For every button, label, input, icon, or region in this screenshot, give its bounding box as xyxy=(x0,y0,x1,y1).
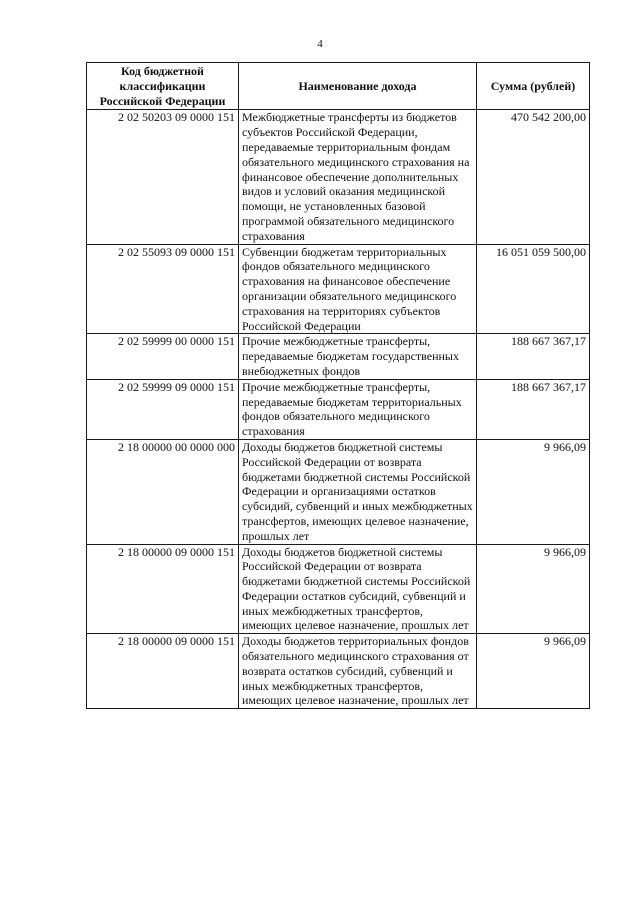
sum-cell: 9 966,09 xyxy=(477,544,590,634)
code-cell: 2 02 59999 09 0000 151 xyxy=(87,379,239,439)
sum-cell: 16 051 059 500,00 xyxy=(477,244,590,334)
sum-cell: 9 966,09 xyxy=(477,439,590,544)
sum-cell: 9 966,09 xyxy=(477,634,590,709)
code-cell: 2 18 00000 09 0000 151 xyxy=(87,634,239,709)
code-cell: 2 18 00000 00 0000 000 xyxy=(87,439,239,544)
code-cell: 2 02 59999 00 0000 151 xyxy=(87,334,239,379)
name-cell: Прочие межбюджетные трансферты, передаваемые бюджетам территориальных фондов обязательного медицинского страхования xyxy=(239,379,477,439)
header-code: Код бюджетной классификации Российской Федерации xyxy=(87,63,239,110)
table-row xyxy=(87,244,590,334)
code-cell: 2 18 00000 09 0000 151 xyxy=(87,544,239,634)
revenue-table xyxy=(86,62,590,709)
name-cell: Доходы бюджетов бюджетной системы Российской Федерации от возврата бюджетами бюджетной системы Российской Федерации и организациями остатков субсидий, субвенций и иных межбюджетных трансфертов, имеющих целевое назначение, прошлых лет xyxy=(239,439,477,544)
name-cell: Доходы бюджетов территориальных фондов обязательного медицинского страхования от возврата остатков субсидий, субвенций и иных межбюджетных трансфертов, имеющих целевое назначение, прошлых лет xyxy=(239,634,477,709)
table-row xyxy=(87,439,590,544)
code-cell: 2 02 50203 09 0000 151 xyxy=(87,110,239,244)
code-cell: 2 02 55093 09 0000 151 xyxy=(87,244,239,334)
sum-cell: 188 667 367,17 xyxy=(477,334,590,379)
sum-cell: 470 542 200,00 xyxy=(477,110,590,244)
table-row xyxy=(87,334,590,379)
table-body xyxy=(87,110,590,709)
name-cell: Субвенции бюджетам территориальных фондов обязательного медицинского страхования на финансовое обеспечение организации обязательного медицинского страхования на территориях субъектов Российской Федерации xyxy=(239,244,477,334)
table-row xyxy=(87,110,590,244)
header-sum: Сумма (рублей) xyxy=(477,63,590,110)
header-row xyxy=(87,63,590,110)
page-number: 4 xyxy=(317,38,323,50)
name-cell: Межбюджетные трансферты из бюджетов субъектов Российской Федерации, передаваемые территориальным фондам обязательного медицинского страхования на финансовое обеспечение дополнительных видов и условий оказания медицинской помощи, не установленных базовой программой обязательного медицинского страхования xyxy=(239,110,477,244)
name-cell: Доходы бюджетов бюджетной системы Российской Федерации от возврата бюджетами бюджетной системы Российской Федерации остатков субсидий, субвенций и иных межбюджетных трансфертов, имеющих целевое назначение, прошлых лет xyxy=(239,544,477,634)
sum-cell: 188 667 367,17 xyxy=(477,379,590,439)
table-row xyxy=(87,634,590,709)
table-header xyxy=(87,63,590,110)
table-row xyxy=(87,544,590,634)
table-row xyxy=(87,379,590,439)
header-name: Наименование дохода xyxy=(239,63,477,110)
name-cell: Прочие межбюджетные трансферты, передаваемые бюджетам государственных внебюджетных фондов xyxy=(239,334,477,379)
